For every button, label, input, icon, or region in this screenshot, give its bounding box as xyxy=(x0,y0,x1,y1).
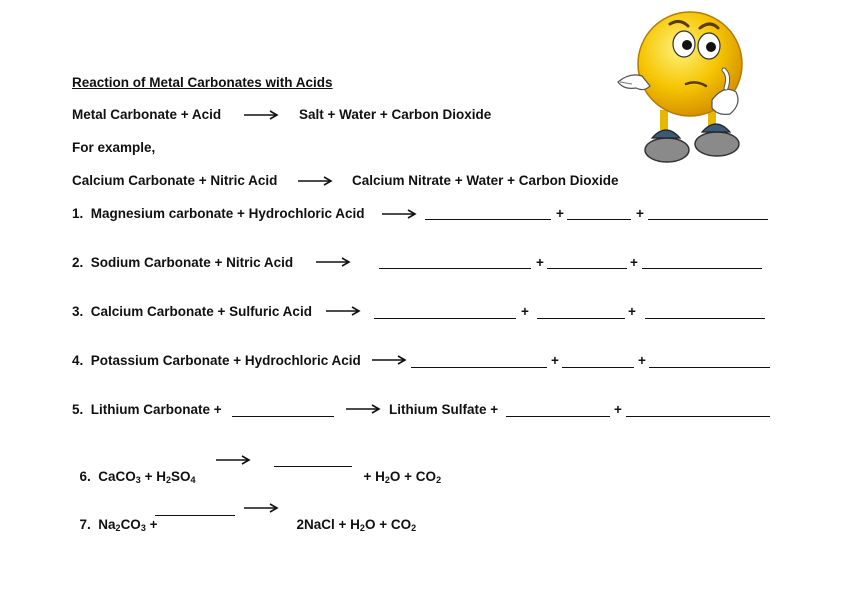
question-2: 2. Sodium Carbonate + Nitric Acid xyxy=(72,255,294,270)
answer-blank[interactable] xyxy=(567,219,631,220)
answer-blank[interactable] xyxy=(547,268,627,269)
answer-blank[interactable] xyxy=(645,318,765,319)
example-label: For example, xyxy=(72,140,156,155)
q7-text: + xyxy=(145,517,158,532)
arrow-icon xyxy=(382,206,422,222)
q6-text: SO xyxy=(170,469,191,484)
plus-sign: + xyxy=(536,255,544,270)
question-7 xyxy=(72,501,157,533)
subscript: 2 xyxy=(359,523,365,533)
q7-text: CO xyxy=(120,517,141,532)
plus-sign: + xyxy=(614,402,622,417)
arrow-icon xyxy=(244,107,284,123)
answer-blank[interactable] xyxy=(626,416,770,417)
answer-blank[interactable] xyxy=(379,268,531,269)
q7-text: O + CO xyxy=(364,517,412,532)
question-6-product xyxy=(356,453,441,485)
answer-blank[interactable] xyxy=(649,367,770,368)
answer-blank[interactable] xyxy=(374,318,516,319)
answer-blank[interactable] xyxy=(274,466,352,467)
answer-blank[interactable] xyxy=(155,515,235,516)
answer-blank[interactable] xyxy=(506,416,610,417)
answer-blank[interactable] xyxy=(232,416,334,417)
subscript: 3 xyxy=(140,523,146,533)
q6-text: 6. CaCO xyxy=(79,469,136,484)
q7-text: 7. Na xyxy=(79,517,116,532)
plus-sign: + xyxy=(556,206,564,221)
q7-text: 2NaCl + H xyxy=(296,517,360,532)
question-5-product: Lithium Sulfate + xyxy=(389,402,499,417)
subscript: 2 xyxy=(411,523,417,533)
question-3: 3. Calcium Carbonate + Sulfuric Acid xyxy=(72,304,312,319)
plus-sign: + xyxy=(638,353,646,368)
arrow-icon xyxy=(346,401,386,417)
general-left: Metal Carbonate + Acid xyxy=(72,107,222,122)
subscript: 2 xyxy=(384,475,390,485)
question-1: 1. Magnesium carbonate + Hydrochloric Acid xyxy=(72,206,365,221)
arrow-icon xyxy=(216,452,256,468)
subscript: 4 xyxy=(190,475,196,485)
plus-sign: + xyxy=(630,255,638,270)
example-right: Calcium Nitrate + Water + Carbon Dioxide xyxy=(352,173,619,188)
answer-blank[interactable] xyxy=(425,219,551,220)
arrow-icon xyxy=(316,254,356,270)
plus-sign: + xyxy=(628,304,636,319)
answer-blank[interactable] xyxy=(562,367,634,368)
subscript: 2 xyxy=(115,523,121,533)
question-5: 5. Lithium Carbonate + xyxy=(72,402,222,417)
arrow-icon xyxy=(244,500,284,516)
q6-text: O + CO xyxy=(389,469,437,484)
answer-blank[interactable] xyxy=(411,367,547,368)
q6-text: + H xyxy=(140,469,166,484)
answer-blank[interactable] xyxy=(537,318,625,319)
q6-text: + H xyxy=(363,469,385,484)
subscript: 2 xyxy=(436,475,442,485)
subscript: 3 xyxy=(135,475,141,485)
general-right: Salt + Water + Carbon Dioxide xyxy=(299,107,492,122)
plus-sign: + xyxy=(521,304,529,319)
question-4: 4. Potassium Carbonate + Hydrochloric Acid xyxy=(72,353,361,368)
plus-sign: + xyxy=(636,206,644,221)
arrow-icon xyxy=(372,352,412,368)
thinking-emoji-icon xyxy=(612,2,762,170)
question-7-product xyxy=(289,501,416,533)
arrow-icon xyxy=(298,173,338,189)
example-left: Calcium Carbonate + Nitric Acid xyxy=(72,173,278,188)
plus-sign: + xyxy=(551,353,559,368)
subscript: 2 xyxy=(165,475,171,485)
question-6 xyxy=(72,453,196,485)
answer-blank[interactable] xyxy=(642,268,762,269)
answer-blank[interactable] xyxy=(648,219,768,220)
arrow-icon xyxy=(326,303,366,319)
page-title: Reaction of Metal Carbonates with Acids xyxy=(72,75,333,90)
